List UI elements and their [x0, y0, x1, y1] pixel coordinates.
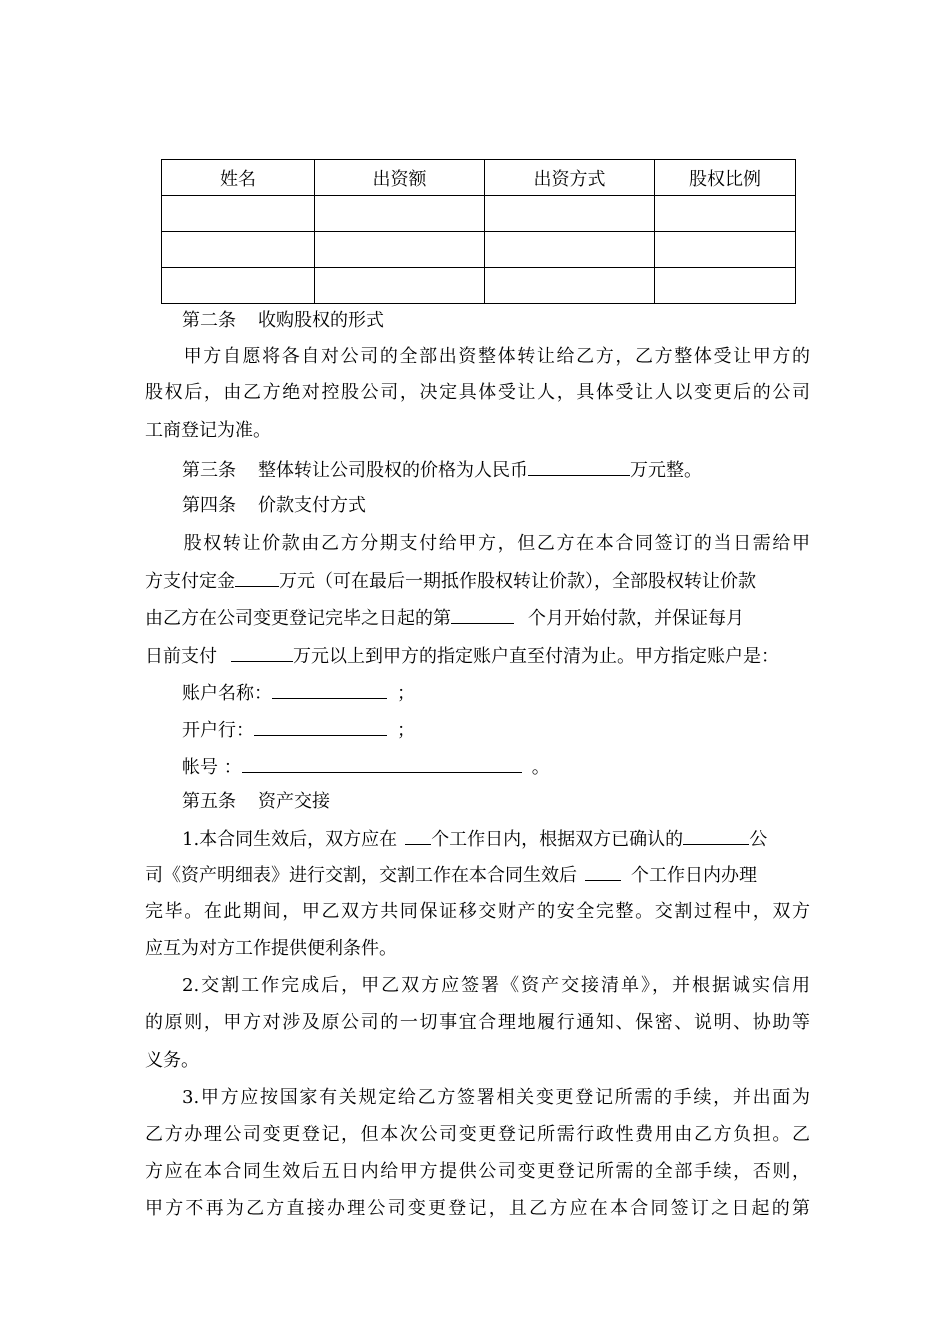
- table-cell: [315, 268, 485, 304]
- paragraph-text: 万元（可在最后一期抵作股权转让价款），全部股权转让价款: [279, 571, 756, 592]
- punctuation: ；: [397, 683, 415, 704]
- table-row: [162, 232, 796, 268]
- article-2-heading: [182, 309, 847, 333]
- paragraph-text: 司《资产明细表》进行交割，交割工作在本合同生效后: [145, 865, 577, 886]
- punctuation: ；: [397, 720, 415, 741]
- table-cell: [655, 232, 796, 268]
- table-cell: [485, 268, 655, 304]
- table-cell: [315, 196, 485, 232]
- article-number: 第二条: [182, 310, 236, 331]
- paragraph-text: 3.甲方应按国家有关规定给乙方签署相关变更登记所需的手续，并出面为: [182, 1087, 810, 1108]
- article-number: 第三条: [182, 460, 236, 481]
- table-cell: [162, 268, 315, 304]
- article-4-heading: [182, 494, 847, 518]
- article-title: 价款支付方式: [258, 495, 366, 516]
- paragraph-line: 的原则，甲方对涉及原公司的一切事宜合理地履行通知、保密、说明、协助等: [145, 1012, 810, 1033]
- header-capital-amount: 出资额: [315, 160, 485, 196]
- article-title: 资产交接: [258, 791, 330, 812]
- account-number-blank: [242, 755, 522, 773]
- shareholder-table: [161, 159, 796, 304]
- paragraph-line: [145, 863, 810, 888]
- paragraph-line: 方应在本合同生效后五日内给甲方提供公司变更登记所需的全部手续，否则，: [145, 1161, 810, 1182]
- workday-blank: [405, 827, 431, 845]
- account-number-label: 帐号 ：: [182, 757, 242, 778]
- article-title: 收购股权的形式: [258, 310, 384, 331]
- paragraph-text: 个月开始付款，并保证每月: [528, 608, 744, 629]
- article-text: 万元整。: [630, 460, 702, 481]
- article-number: 第五条: [182, 791, 236, 812]
- bank-blank: [254, 718, 387, 736]
- bank-line: [182, 718, 847, 743]
- table-cell: [655, 268, 796, 304]
- paragraph-line: 甲方不再为乙方直接办理公司变更登记，且乙方应在本合同签订之日起的第: [145, 1198, 810, 1219]
- account-number-line: [182, 755, 847, 780]
- header-name: 姓名: [162, 160, 315, 196]
- paragraph-text: 公: [749, 829, 768, 850]
- paragraph-line: [145, 974, 810, 998]
- article-3-line: [182, 458, 847, 483]
- paragraph-line: 应互为对方工作提供便利条件。: [145, 938, 397, 959]
- table-cell: [655, 196, 796, 232]
- paragraph-text: 日前支付: [145, 646, 217, 667]
- paragraph-line: [145, 569, 810, 594]
- table-cell: [162, 196, 315, 232]
- paragraph-line: [145, 1086, 810, 1110]
- article-text: 整体转让公司股权的价格为人民币: [258, 460, 528, 481]
- table-cell: [485, 196, 655, 232]
- bank-label: 开户行：: [182, 720, 254, 741]
- paragraph-text: 股权转让价款由乙方分期支付给甲方，但乙方在本合同签订的当日需给甲: [182, 533, 810, 554]
- price-blank: [528, 458, 630, 476]
- header-share-ratio: 股权比例: [655, 160, 796, 196]
- paragraph-text: 万元以上到甲方的指定账户直至付清为止。甲方指定账户是：: [293, 646, 779, 667]
- paragraph-text: 1.本合同生效后，双方应在: [182, 829, 398, 850]
- paragraph-line: 乙方办理公司变更登记，但本次公司变更登记所需行政性费用由乙方负担。乙: [145, 1124, 810, 1145]
- company-blank: [683, 827, 749, 845]
- header-capital-method: 出资方式: [485, 160, 655, 196]
- article-5-heading: [182, 790, 847, 814]
- paragraph-line: [145, 644, 810, 669]
- table-header-row: [162, 160, 796, 196]
- workday-blank: [585, 863, 621, 881]
- paragraph-text: 由乙方在公司变更登记完毕之日起的第: [145, 608, 451, 629]
- paragraph-line: [145, 345, 810, 369]
- article-number: 第四条: [182, 495, 236, 516]
- account-name-label: 账户名称：: [182, 683, 272, 704]
- table-row: [162, 196, 796, 232]
- punctuation: 。: [531, 757, 550, 778]
- account-name-line: [182, 681, 847, 706]
- paragraph-line: 股权后，由乙方绝对控股公司，决定具体受让人，具体受让人以变更后的公司: [145, 382, 810, 403]
- paragraph-text: 个工作日内，根据双方已确认的: [431, 829, 684, 850]
- paragraph-text: 甲方自愿将各自对公司的全部出资整体转让给乙方，乙方整体受让甲方的: [182, 346, 810, 367]
- paragraph-line: 义务。: [145, 1050, 199, 1071]
- paragraph-line: 完毕。在此期间，甲乙双方共同保证移交财产的安全完整。交割过程中，双方: [145, 901, 810, 922]
- table-row: [162, 268, 796, 304]
- amount-blank: [231, 644, 293, 662]
- paragraph-text: 个工作日内办理: [631, 865, 757, 886]
- paragraph-line: 工商登记为准。: [145, 420, 271, 441]
- account-name-blank: [272, 681, 387, 699]
- paragraph-text: 2.交割工作完成后，甲乙双方应签署《资产交接清单》，并根据诚实信用: [182, 975, 810, 996]
- table-cell: [315, 232, 485, 268]
- table-cell: [162, 232, 315, 268]
- paragraph-line: [145, 827, 810, 852]
- table-cell: [485, 232, 655, 268]
- paragraph-line: [145, 606, 810, 631]
- month-blank: [451, 606, 514, 624]
- paragraph-text: 方支付定金: [145, 571, 235, 592]
- paragraph-line: [145, 532, 810, 556]
- deposit-blank: [235, 569, 279, 587]
